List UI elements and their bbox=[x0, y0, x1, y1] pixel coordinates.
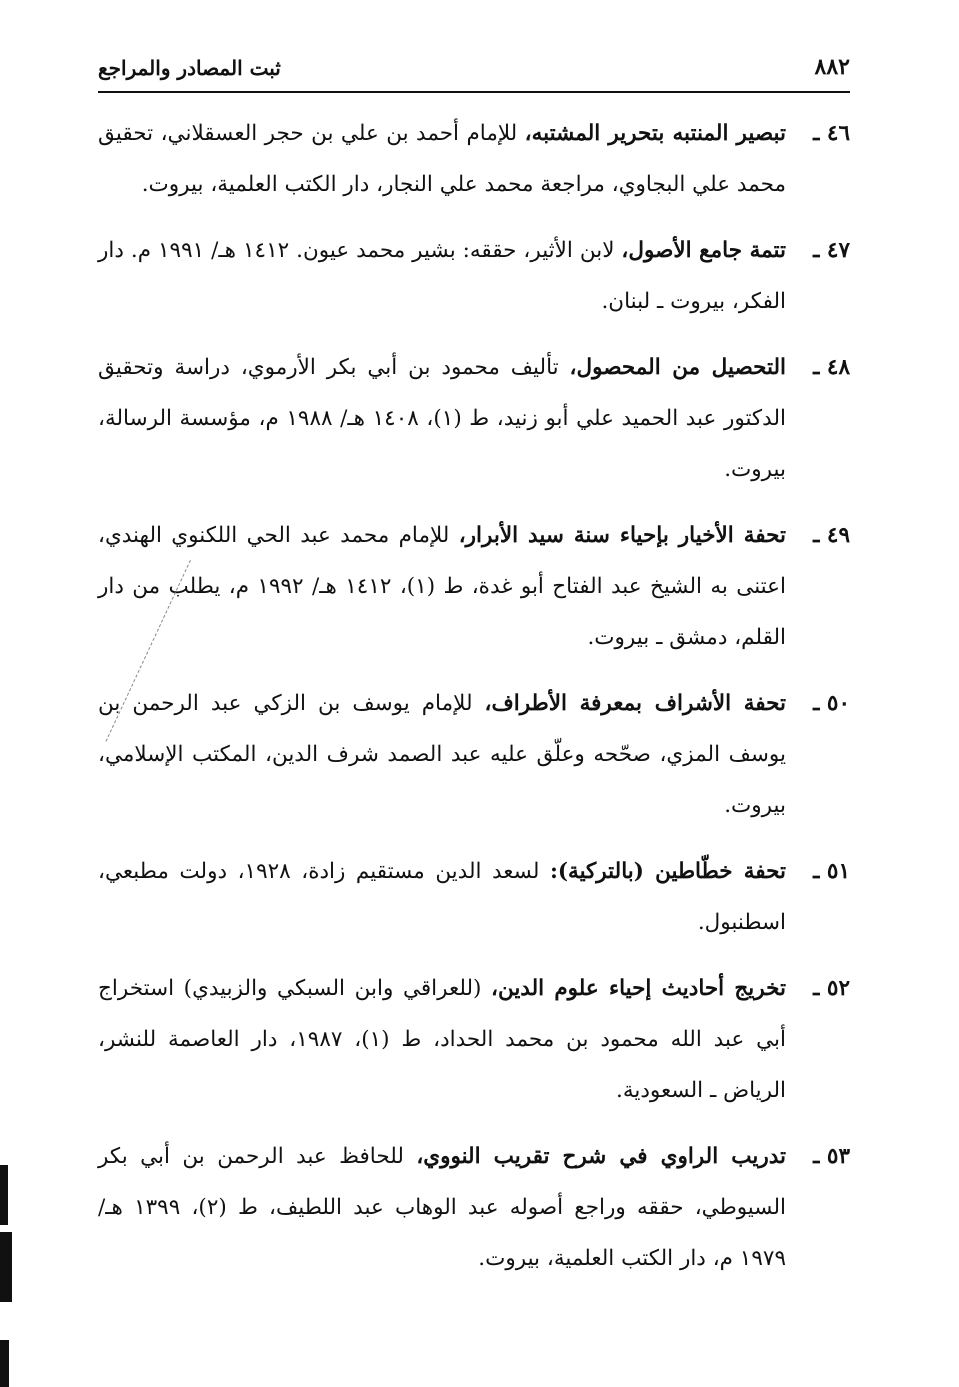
entry-text: لسعد الدين مستقيم زادة، ١٩٢٨، دولت مطبعي، اسطنبول. bbox=[98, 859, 786, 935]
entry-text: (للعراقي وابن السبكي والزبيدي) استخراج أبي عبد الله محمود بن محمد الحداد، ط (١)، ١٩٨٧، دار العاصمة للنشر، الرياض ـ السعودية. bbox=[98, 976, 787, 1103]
scan-edge-mark bbox=[0, 1165, 8, 1225]
scan-edge-mark bbox=[0, 1340, 9, 1387]
entry-number: ٥١ ـ bbox=[813, 859, 850, 884]
entry-title: تحفة خطّاطين (بالتركية): bbox=[549, 859, 786, 884]
page-header bbox=[98, 50, 850, 90]
bibliography-list bbox=[98, 108, 850, 1299]
entry-text: تأليف محمود بن أبي بكر الأرموي، دراسة وتحقيق الدكتور عبد الحميد علي أبو زنيد، ط (١)، ١٤٠٨ هـ/ ١٩٨٨ م، مؤسسة الرسالة، بيروت. bbox=[98, 355, 786, 482]
header-rule bbox=[98, 91, 850, 93]
entry-number: ٤٨ ـ bbox=[813, 355, 850, 380]
page-number: ٨٨٢ bbox=[814, 54, 850, 80]
entry-number: ٤٧ ـ bbox=[813, 238, 850, 263]
entry-text: للإمام أحمد بن علي بن حجر العسقلاني، تحقيق محمد علي البجاوي، مراجعة محمد علي النجار، دار الكتب العلمية، بيروت. bbox=[98, 121, 786, 197]
entry-title: تبصير المنتبه بتحرير المشتبه، bbox=[524, 121, 786, 146]
entry-number: ٤٦ ـ bbox=[813, 121, 850, 146]
entry-text: لابن الأثير، حققه: بشير محمد عيون. ١٤١٢ هـ/ ١٩٩١ م. دار الفكر، بيروت ـ لبنان. bbox=[98, 238, 786, 314]
entry-title: التحصيل من المحصول، bbox=[569, 355, 786, 380]
bibliography-entry bbox=[98, 225, 850, 327]
bibliography-entry bbox=[98, 342, 850, 495]
entry-title: تدريب الراوي في شرح تقريب النووي، bbox=[416, 1144, 787, 1169]
entry-title: تحفة الأخيار بإحياء سنة سيد الأبرار، bbox=[458, 523, 786, 548]
entry-title: تتمة جامع الأصول، bbox=[621, 238, 787, 263]
bibliography-entry bbox=[98, 108, 850, 210]
entry-title: تخريج أحاديث إحياء علوم الدين، bbox=[491, 976, 787, 1001]
bibliography-entry bbox=[98, 678, 850, 831]
entry-number: ٥٠ ـ bbox=[813, 691, 850, 716]
entry-number: ٥٢ ـ bbox=[813, 976, 850, 1001]
section-title: ثبت المصادر والمراجع bbox=[98, 56, 281, 80]
bibliography-entry bbox=[98, 963, 850, 1116]
bibliography-entry bbox=[98, 846, 850, 948]
entry-number: ٤٩ ـ bbox=[813, 523, 850, 548]
bibliography-entry bbox=[98, 1131, 850, 1284]
entry-text: للحافظ عبد الرحمن بن أبي بكر السيوطي، حققه وراجع أصوله عبد الوهاب عبد اللطيف، ط (٢)، ١٣٩٩ هـ/ ١٩٧٩ م، دار الكتب العلمية، بيروت. bbox=[98, 1144, 787, 1271]
entry-number: ٥٣ ـ bbox=[813, 1144, 850, 1169]
entry-title: تحفة الأشراف بمعرفة الأطراف، bbox=[484, 691, 786, 716]
entry-text: للإمام محمد عبد الحي اللكنوي الهندي، اعتنى به الشيخ عبد الفتاح أبو غدة، ط (١)، ١٤١٢ هـ/ ١٩٩٢ م، يطلب من دار القلم، دمشق ـ بيروت. bbox=[98, 523, 786, 650]
entry-text: للإمام يوسف بن الزكي عبد الرحمن بن يوسف المزي، صحّحه وعلّق عليه عبد الصمد شرف الدين، المكتب الإسلامي، بيروت. bbox=[98, 691, 786, 818]
scan-edge-mark bbox=[0, 1232, 12, 1302]
bibliography-entry bbox=[98, 510, 850, 663]
